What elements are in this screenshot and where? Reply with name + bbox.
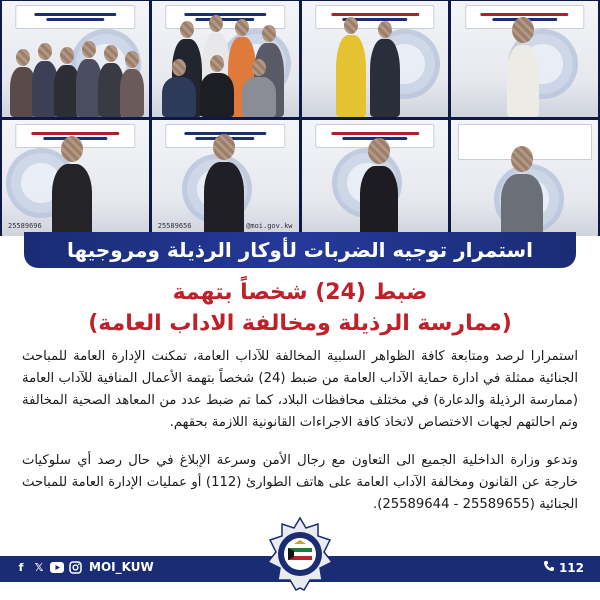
x-icon[interactable]: 𝕏 (34, 560, 44, 574)
facebook-icon[interactable]: f (18, 560, 24, 574)
suspect-photo-8 (451, 120, 598, 236)
body-paragraph-1: استمرارا لرصد ومتابعة كافة الظواهر السلبية المخالفة للآداب العامة، تمكنت الإدارة العامة للمباحث الجنائية ممثلة في ادارة حماية الآداب العامة من ضبط (24) شخصاً بتهمة الأعمال المنافية للآداب العامة (ممارسة الرذيلة والدعارة) في مختلف محافظات البلاد، كما تم ضبط عدد من المعاهد الصحية المخالفة وتم احالتهم لجهات الاختصاص لاتخاذ كافة الاجراءات القانونية اللازمة بحقهم. (22, 349, 578, 430)
page-title: استمرار توجيه الضربات لأوكار الرذيلة ومروجيها (66, 238, 534, 262)
hotline[interactable] (543, 560, 584, 575)
hotline-number: 112 (558, 560, 584, 575)
title-bar (24, 232, 576, 268)
headline-line-1: ضبط (24) شخصاً بتهمة (172, 280, 428, 305)
kuwait-police-badge-logo (264, 516, 336, 592)
headline-line-2: (ممارسة الرذيلة ومخالفة الاداب العامة) (88, 311, 512, 336)
suspects-photo-2 (152, 1, 299, 117)
body-paragraph-2: وتدعو وزارة الداخلية الجميع الى التعاون مع رجال الأمن وسرعة الإبلاغ في حال رصد أي سلوكيات خارجة عن القانون ومخالفة الآداب العامة على هاتف الطوارئ (112) أو عمليات الإدارة العامة للمباحث الجنائية (25589655 - 25589644). (22, 453, 578, 512)
suspect-photo-6: 25589656 @moi.gov.kw (152, 120, 299, 236)
suspect-photo-7 (302, 120, 449, 236)
youtube-icon[interactable] (50, 560, 64, 574)
suspects-photo-3 (302, 1, 449, 117)
suspects-photo-1 (2, 1, 149, 117)
photo-grid (0, 0, 600, 236)
social-handle[interactable]: MOI_KUW (89, 560, 154, 574)
instagram-icon[interactable] (68, 560, 82, 574)
social-links (14, 560, 154, 574)
phone-icon (543, 560, 555, 575)
suspects-photo-4 (451, 1, 598, 117)
suspect-photo-5: 25589696 (2, 120, 149, 236)
